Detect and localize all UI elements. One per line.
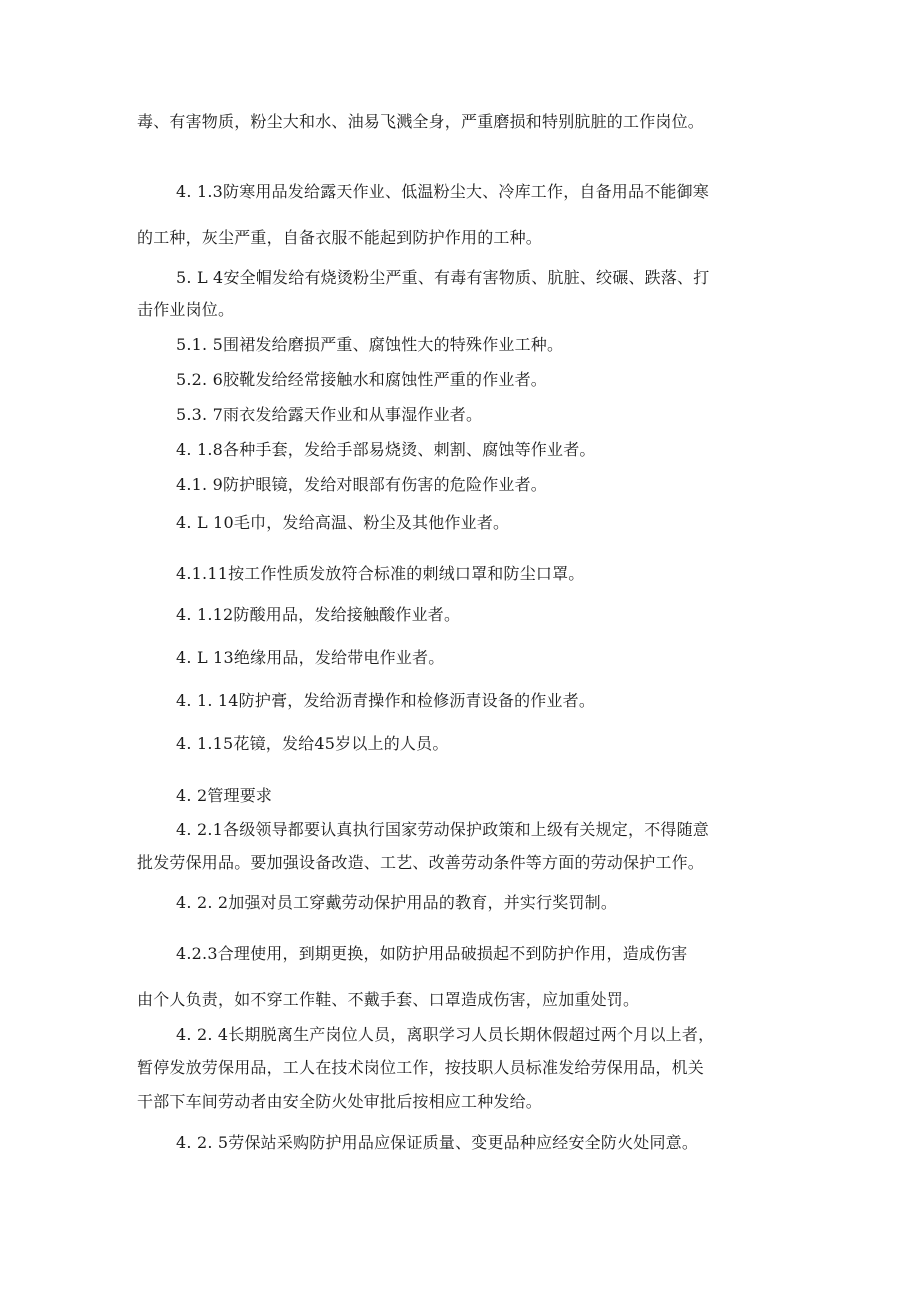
text-line: 4.1. 9防护眼镜，发给对眼部有伤害的危险作业者。 bbox=[176, 475, 547, 494]
text-line: 击作业岗位。 bbox=[137, 300, 235, 319]
text-line: 4.1.11按工作性质发放符合标准的刺绒口罩和防尘口罩。 bbox=[176, 564, 585, 583]
text-line: 4. 1.12防酸用品，发给接触酸作业者。 bbox=[176, 605, 461, 624]
text-line: 5. L 4安全帽发给有烧烫粉尘严重、有毒有害物质、肮脏、绞碾、跌落、打 bbox=[176, 268, 710, 287]
text-line: 4. 1.3防寒用品发给露天作业、低温粉尘大、冷库工作，自备用品不能御寒 bbox=[176, 182, 709, 201]
text-line: 的工种，灰尘严重，自备衣服不能起到防护作用的工种。 bbox=[137, 228, 543, 247]
section-heading: 4. 2管理要求 bbox=[176, 786, 273, 805]
text-line: 4. 2. 5劳保站采购防护用品应保证质量、变更品种应经安全防火处同意。 bbox=[176, 1133, 699, 1152]
text-line: 4. L 13绝缘用品，发给带电作业者。 bbox=[176, 648, 445, 667]
text-line: 4.2.3合理使用，到期更换，如防护用品破损起不到防护作用，造成伤害 bbox=[176, 944, 688, 963]
text-line: 4. L 10毛巾，发给高温、粉尘及其他作业者。 bbox=[176, 513, 510, 532]
text-line: 5.3. 7雨衣发给露天作业和从事湿作业者。 bbox=[176, 405, 483, 424]
text-line: 干部下车间劳动者由安全防火处审批后按相应工种发给。 bbox=[137, 1092, 543, 1111]
text-line: 4. 2.1各级领导都要认真执行国家劳动保护政策和上级有关规定，不得随意 bbox=[176, 820, 709, 839]
text-line: 批发劳保用品。要加强设备改造、工艺、改善劳动条件等方面的劳动保护工作。 bbox=[137, 853, 705, 872]
text-line: 5.2. 6胶靴发给经常接触水和腐蚀性严重的作业者。 bbox=[176, 370, 547, 389]
text-line: 由个人负责，如不穿工作鞋、不戴手套、口罩造成伤害，应加重处罚。 bbox=[137, 990, 640, 1009]
text-line: 4. 2. 2加强对员工穿戴劳动保护用品的教育，并实行奖罚制。 bbox=[176, 893, 618, 912]
text-line: 4. 1. 14防护膏，发给沥青操作和检修沥青设备的作业者。 bbox=[176, 691, 596, 710]
text-line: 4. 1.15花镜，发给45岁以上的人员。 bbox=[176, 734, 449, 753]
text-line: 4. 1.8各种手套，发给手部易烧烫、刺割、腐蚀等作业者。 bbox=[176, 440, 596, 459]
text-line: 暂停发放劳保用品，工人在技术岗位工作，按技职人员标准发给劳保用品，机关 bbox=[137, 1058, 705, 1077]
text-line: 毒、有害物质，粉尘大和水、油易飞溅全身，严重磨损和特别肮脏的工作岗位。 bbox=[137, 112, 705, 131]
text-line: 4. 2. 4长期脱离生产岗位人员，离职学习人员长期休假超过两个月以上者， bbox=[176, 1025, 715, 1044]
text-line: 5.1. 5围裙发给磨损严重、腐蚀性大的特殊作业工种。 bbox=[176, 335, 564, 354]
